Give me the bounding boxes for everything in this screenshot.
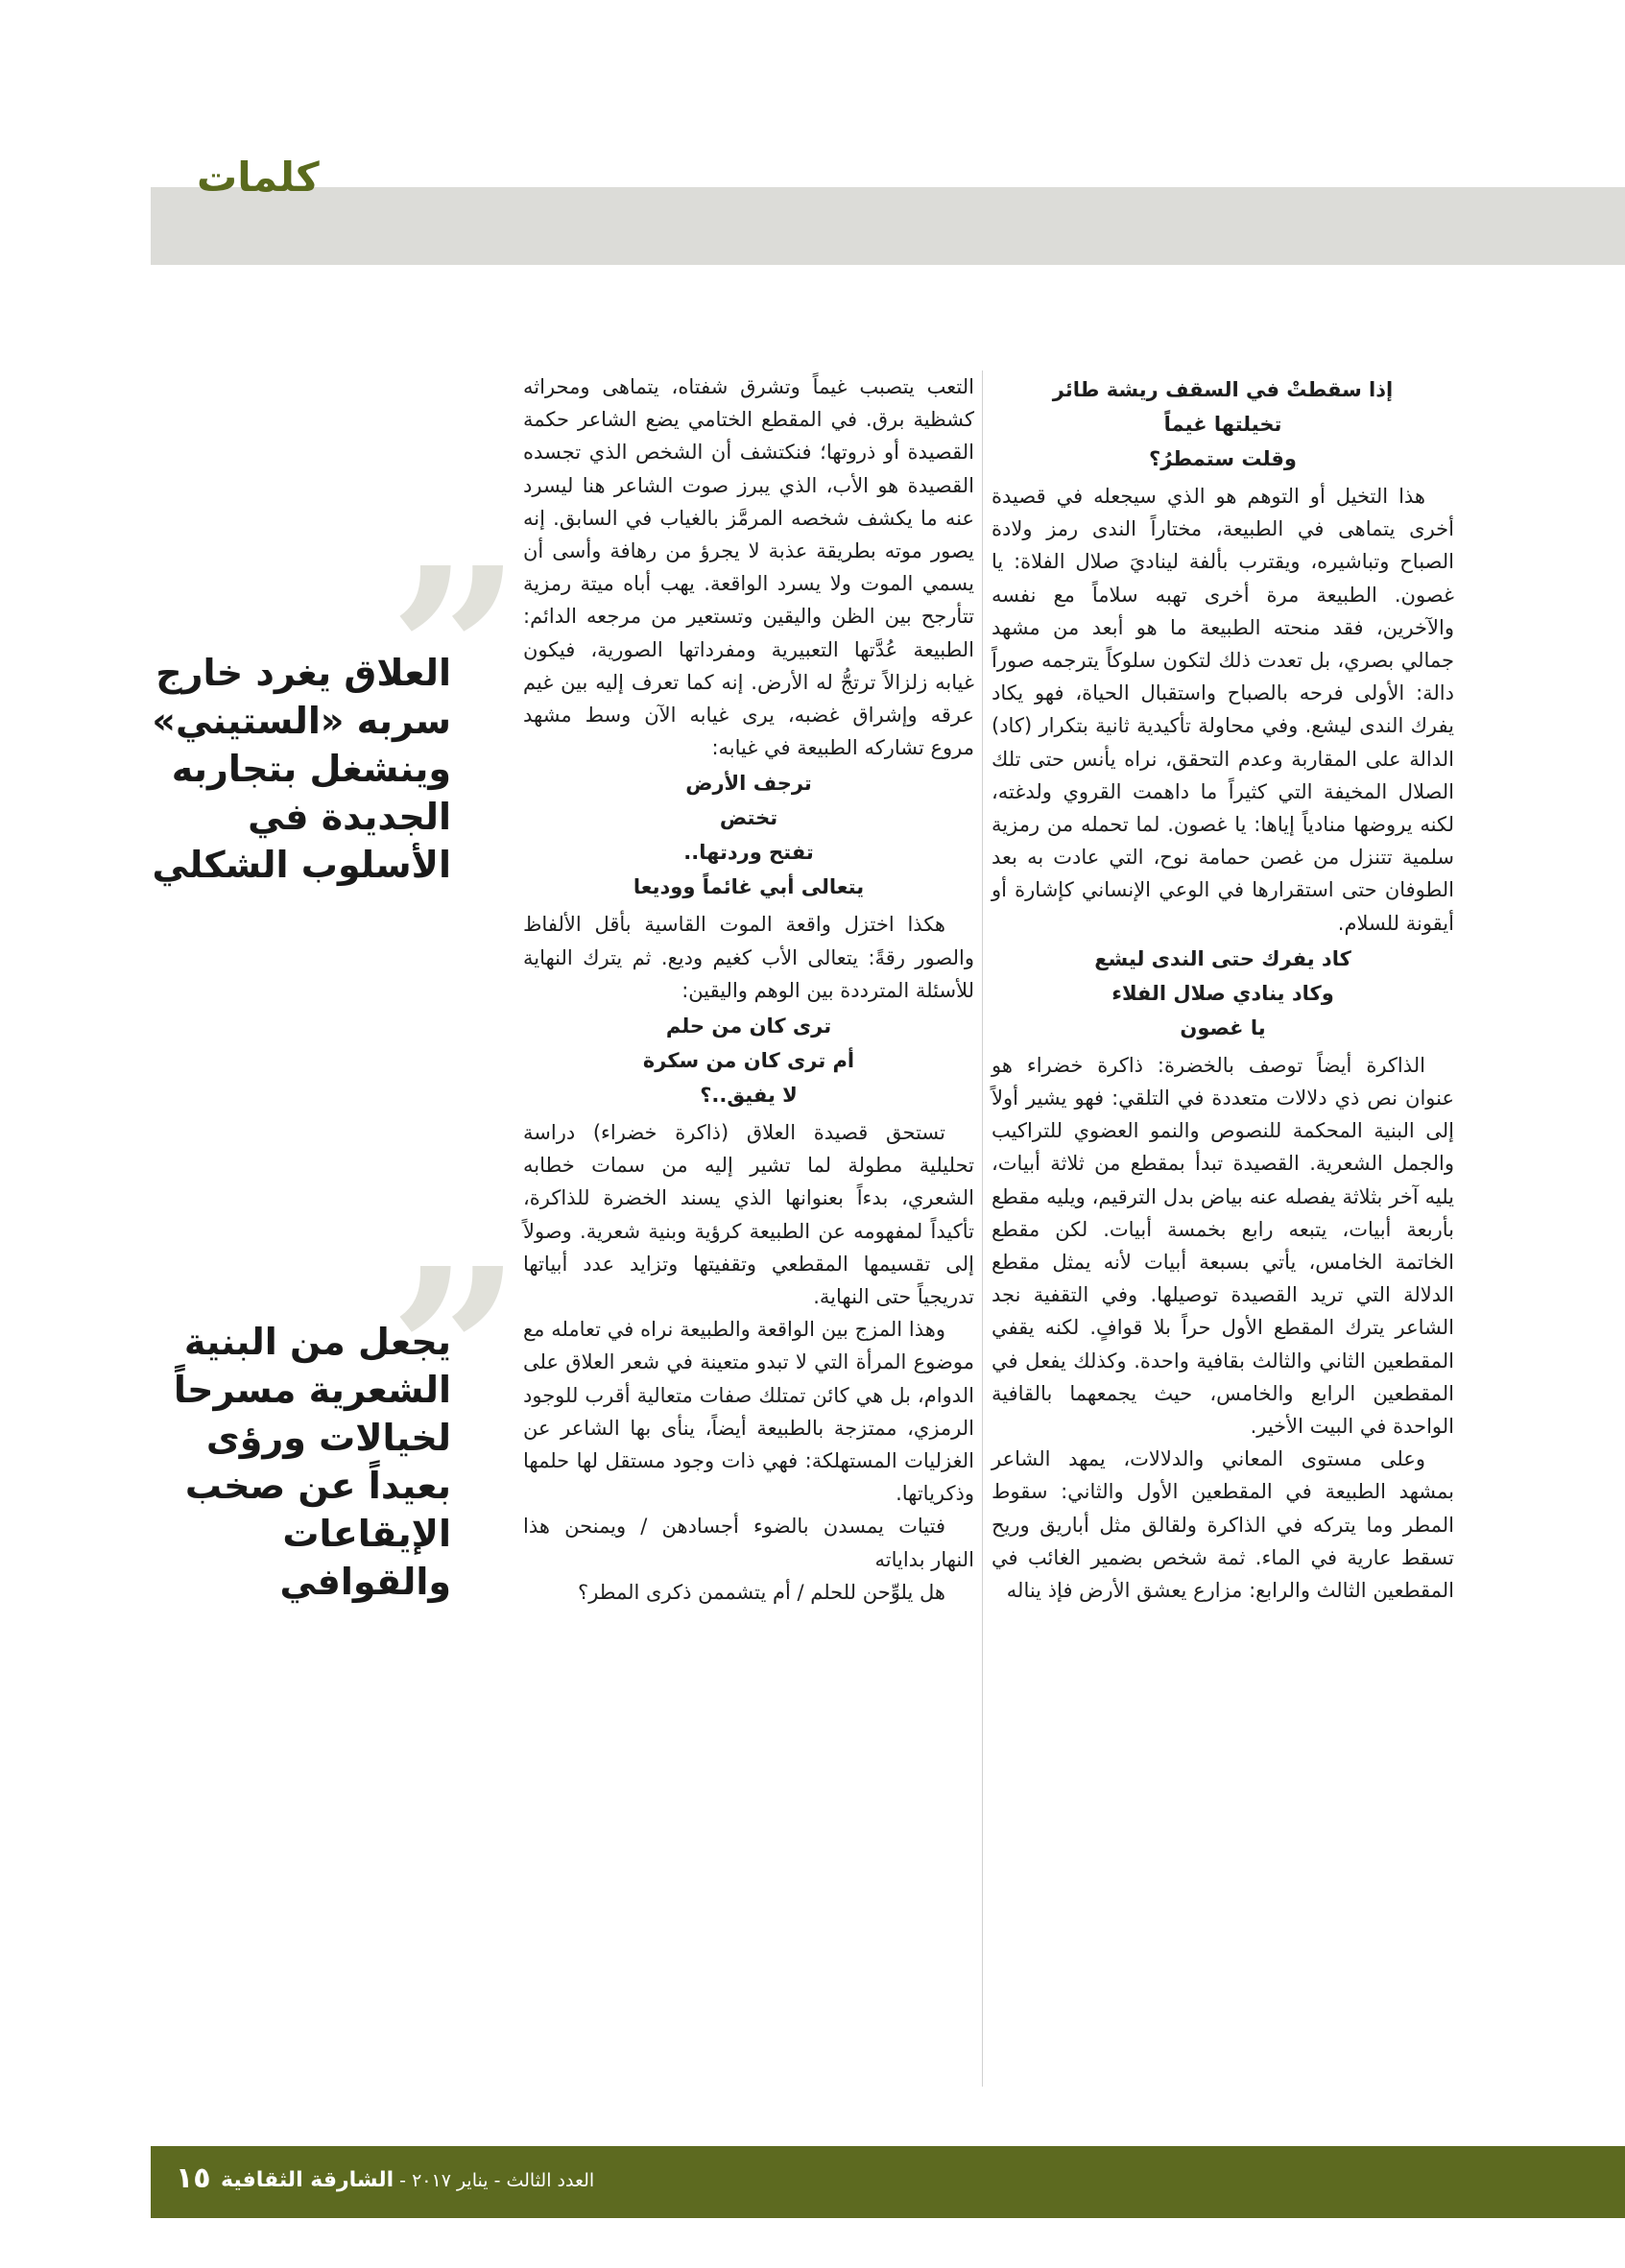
poem-line: وقلت ستمطرُ؟ xyxy=(1149,447,1297,470)
pull-quote: يجعل من البنية الشعرية مسرحاً لخيالات ورؤى بعيداً عن صخب الإيقاعات والقوافي xyxy=(173,1321,451,1603)
article-paragraph: هذا التخيل أو التوهم هو الذي سيجعله في قصيدة أخرى يتماهى في الطبيعة، مختاراً الندى رمز ولادة الصباح وتباشيره، ويقترب بألفة ليناديَ صلال الفلاة: يا غصون. الطبيعة مرة أخرى تهبه سلاماً مع نفسه والآخرين، فقد منحته الطبيعة ما هو أبعد من مشهد جمالي بصري، بل تعدت ذلك لتكون سلوكاً يترجمه صوراً دالة: الأولى فرحه بالصباح واستقبال الحياة، فهو يكاد يفرك الندى ليشع. وفي محاولة تأكيدية ثانية بتكرار (كاد) الدالة على المقاربة وعدم التحقق، نراه يأنس حتى تلك الصلال المخيفة التي كثيراً ما داهمت القروي ولدغته، لكنه يروضها منادياً إياها: يا غصون. لما تحمله من رمزية سلمية تتنزل من غصن حمامة نوح، التي عادت به بعد الطوفان حتى استقرارها في الوعي الإنساني كإشارة أو أيقونة للسلام. xyxy=(992,485,1454,935)
poem-line: وكاد ينادي صلال الفلاء xyxy=(1111,981,1334,1005)
section-title: كلمات xyxy=(197,154,320,201)
footer-issue-info xyxy=(221,2168,594,2192)
article-paragraph: فتيات يمسدن بالضوء أجسادهن / ويمنحن هذا النهار بداياته xyxy=(523,1515,974,1571)
poem-excerpt xyxy=(523,1009,974,1112)
article-paragraph: الذاكرة أيضاً توصف بالخضرة: ذاكرة خضراء هو عنوان نص ذي دلالات متعددة في التلقي: فهو يشير أولاً إلى البنية المحكمة للنصوص والنمو العضوي للتراكيب والجمل الشعرية. القصيدة تبدأ بمقطع من ثلاثة أبيات، يليه آخر بثلاثة يفصله عنه بياض بدل الترقيم، ويليه مقطع بأربعة أبيات، يتبعه رابع بخمسة أبيات. لكن مقطع الخاتمة الخامس، يأتي بسبعة أبيات لأنه يمثل مقطع الدلالة التي تريد القصيدة توصيلها. وفي التقفية نجد الشاعر يترك المقطع الأول حراً بلا قوافٍ. لكنه يقفي المقطعين الثاني والثالث بقافية واحدة. وكذلك يفعل في المقطعين الرابع والخامس، حيث يجمعهما بالقافية الواحدة في البيت الأخير. xyxy=(992,1053,1454,1439)
poem-line: ترى كان من حلم xyxy=(665,1015,832,1039)
quote-mark-icon: ” xyxy=(389,1218,522,1489)
article-paragraph: التعب يتصبب غيماً وتشرق شفتاه، يتماهى ومحراثه كشظية برق. في المقطع الختامي يضع الشاعر حكمة القصيدة أو ذروتها؛ فنكتشف أن الشخص الذي تجسده القصيدة هو الأب، الذي يبرز صوت الشاعر هنا ليسرد عنه ما يكشف شخصه المرمَّز بالغياب في السابق. إنه يصور موته بطريقة عذبة لا يجرؤ من رهافة وأسى أن يسمي الموت ولا يسرد الواقعة. يهب أباه ميتة رمزية تتأرجح بين الظن واليقين وتستعير من مرجعه الدائم: الطبيعة عُدَّتها التعبيرية ومفرداتها الصورية، فيكون غيابه زلزالاً ترتجُّ له الأرض. إنه كما تعرف إليه بين غيم عرقه وإشراق غضبه، يرى غيابه الآن وسط مشهد مروع تشاركه الطبيعة في غيابه: xyxy=(523,375,974,760)
article-column-middle xyxy=(523,370,974,1609)
issue-label: العدد الثالث - يناير ٢٠١٧ - xyxy=(399,2170,595,2191)
pull-quote: العلاق يغرد خارج سربه «الستيني» وينشغل بتجاربه الجديدة في الأسلوب الشكلي xyxy=(152,652,451,886)
poem-line: إذا سقطتْ في السقف ريشة طائر xyxy=(1052,378,1394,401)
article-column-right xyxy=(992,370,1454,1607)
article-paragraph: هل يلوِّحن للحلم / أم يتشممن ذكرى المطر؟ xyxy=(578,1580,945,1604)
article-paragraph: وعلى مستوى المعاني والدلالات، يمهد الشاعر بمشهد الطبيعة في المقطعين الأول والثاني: سقوط المطر وما يتركه في الذاكرة ولقالق مثل أباريق وريح تسقط عارية في الماء. ثمة شخص بضمير الغائب في المقطعين الثالث والرابع: مزارع يعشق الأرض فإذ يناله xyxy=(992,1447,1454,1603)
article-paragraph: هكذا اختزل واقعة الموت القاسية بأقل الألفاظ والصور رقةً: يتعالى الأب كغيم وديع. ثم يترك النهاية للأسئلة المترددة بين الوهم واليقين: xyxy=(523,913,974,1002)
poem-line: لا يفيق..؟ xyxy=(700,1084,798,1108)
poem-line: أم ترى كان من سكرة xyxy=(642,1049,855,1073)
article-paragraph: وهذا المزج بين الواقعة والطبيعة نراه في تعامله مع موضوع المرأة التي لا تبدو متعينة في شعر العلاق على الدوام، بل هي كائن تمتلك صفات متعالية أقرب للوجود الرمزي، ممتزجة بالطبيعة أيضاً، ينأى بها الشاعر عن الغزليات المستهلكة: فهي ذات وجود مستقل لها حلمها وذكرياتها. xyxy=(523,1318,974,1506)
section-header-band xyxy=(151,187,1625,265)
quote-mark-icon: ” xyxy=(389,517,522,788)
article-paragraph: تستحق قصيدة العلاق (ذاكرة خضراء) دراسة تحليلية مطولة لما تشير إليه من سمات خطابه الشعري، بدءاً بعنوانها الذي يسند الخضرة للذاكرة، تأكيداً لمفهومه عن الطبيعة كرؤية وبنية شعرية. وصولاً إلى تقسيمها المقطعي وتقفيتها وتزايد عدد أبياتها تدريجياً حتى النهاية. xyxy=(523,1121,974,1309)
poem-excerpt xyxy=(992,942,1454,1045)
poem-line: تخيلتها غيماً xyxy=(1163,413,1282,436)
poem-line: كاد يفرك حتى الندى ليشع xyxy=(1094,946,1351,970)
page-number: ١٥ xyxy=(176,2161,211,2195)
poem-line: تختض xyxy=(719,806,778,830)
poem-excerpt xyxy=(992,372,1454,476)
poem-line: تفتح وردتها.. xyxy=(683,841,814,865)
poem-line: يا غصون xyxy=(1180,1015,1266,1039)
poem-line: ترجف الأرض xyxy=(685,772,812,796)
magazine-brand: الشارقة الثقافية xyxy=(221,2168,394,2192)
poem-line: يتعالى أبي غائماً ووديعا xyxy=(633,875,865,899)
column-divider xyxy=(982,370,983,2087)
poem-excerpt xyxy=(523,766,974,904)
